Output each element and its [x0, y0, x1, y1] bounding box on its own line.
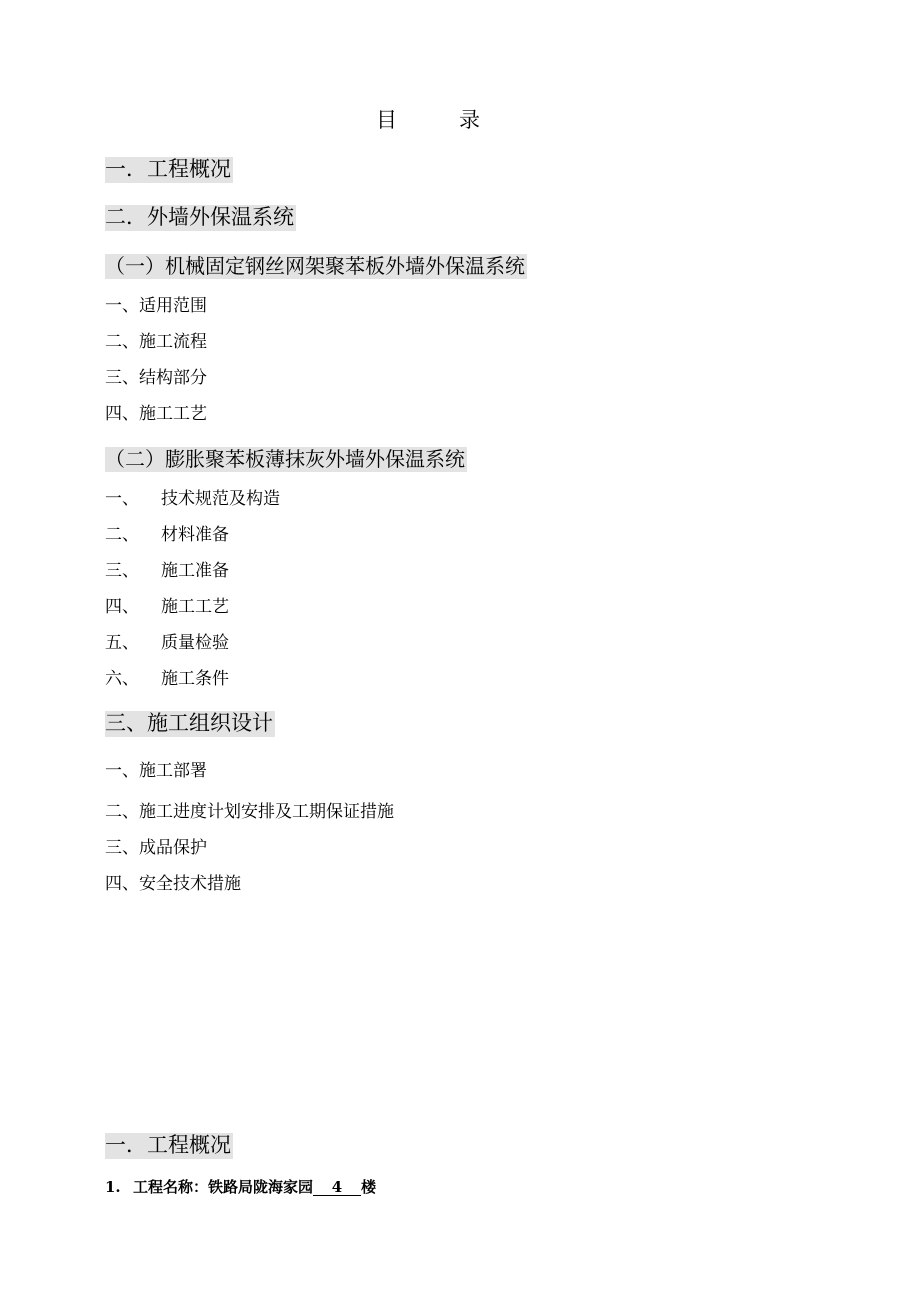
toc-subsection-1: （一）机械固定钢丝网架聚苯板外墙外保温系统 [105, 254, 525, 278]
item-number: 五、 [105, 633, 139, 653]
toc-title-right: 录 [459, 108, 480, 132]
toc-sec3-item: 四、安全技术措施 [105, 874, 241, 894]
item-number: 一、 [105, 489, 139, 509]
toc-sub2-item [105, 527, 229, 544]
item-text: 材料准备 [161, 525, 229, 545]
toc-title [376, 110, 480, 131]
project-label: 工程名称：铁路局陇海家园 [133, 1178, 314, 1196]
toc-sub1-item: 三、结构部分 [105, 368, 207, 388]
body-heading: 一．工程概况 [105, 1133, 231, 1157]
project-name-line [105, 1180, 376, 1196]
toc-section-1: 一．工程概况 [105, 157, 231, 181]
toc-sub2-item [105, 491, 280, 508]
toc-sec3-item: 三、成品保护 [105, 838, 207, 858]
toc-sub1-item: 四、施工工艺 [105, 404, 207, 424]
toc-sub1-item: 二、施工流程 [105, 332, 207, 352]
project-suffix: 楼 [361, 1178, 377, 1196]
item-number: 三、 [105, 561, 139, 581]
toc-sec3-item: 一、施工部署 [105, 761, 207, 781]
toc-sub1-item: 一、适用范围 [105, 296, 207, 316]
toc-sec3-item: 二、施工进度计划安排及工期保证措施 [105, 802, 394, 822]
item-text: 质量检验 [161, 633, 229, 653]
toc-sub2-item [105, 671, 229, 688]
project-number: 1. [105, 1178, 121, 1196]
toc-sub2-item [105, 635, 229, 652]
toc-sub2-item [105, 563, 229, 580]
item-text: 技术规范及构造 [161, 489, 280, 509]
project-building: 4 [313, 1180, 361, 1196]
toc-section-2: 二．外墙外保温系统 [105, 205, 294, 229]
toc-section-3: 三、施工组织设计 [105, 711, 273, 735]
item-text: 施工工艺 [161, 597, 229, 617]
item-number: 六、 [105, 669, 139, 689]
toc-sub2-item [105, 599, 229, 616]
item-number: 四、 [105, 597, 139, 617]
toc-subsection-2: （二）膨胀聚苯板薄抹灰外墙外保温系统 [105, 447, 465, 471]
toc-title-left: 目 [376, 108, 397, 132]
item-text: 施工准备 [161, 561, 229, 581]
item-number: 二、 [105, 525, 139, 545]
item-text: 施工条件 [161, 669, 229, 689]
